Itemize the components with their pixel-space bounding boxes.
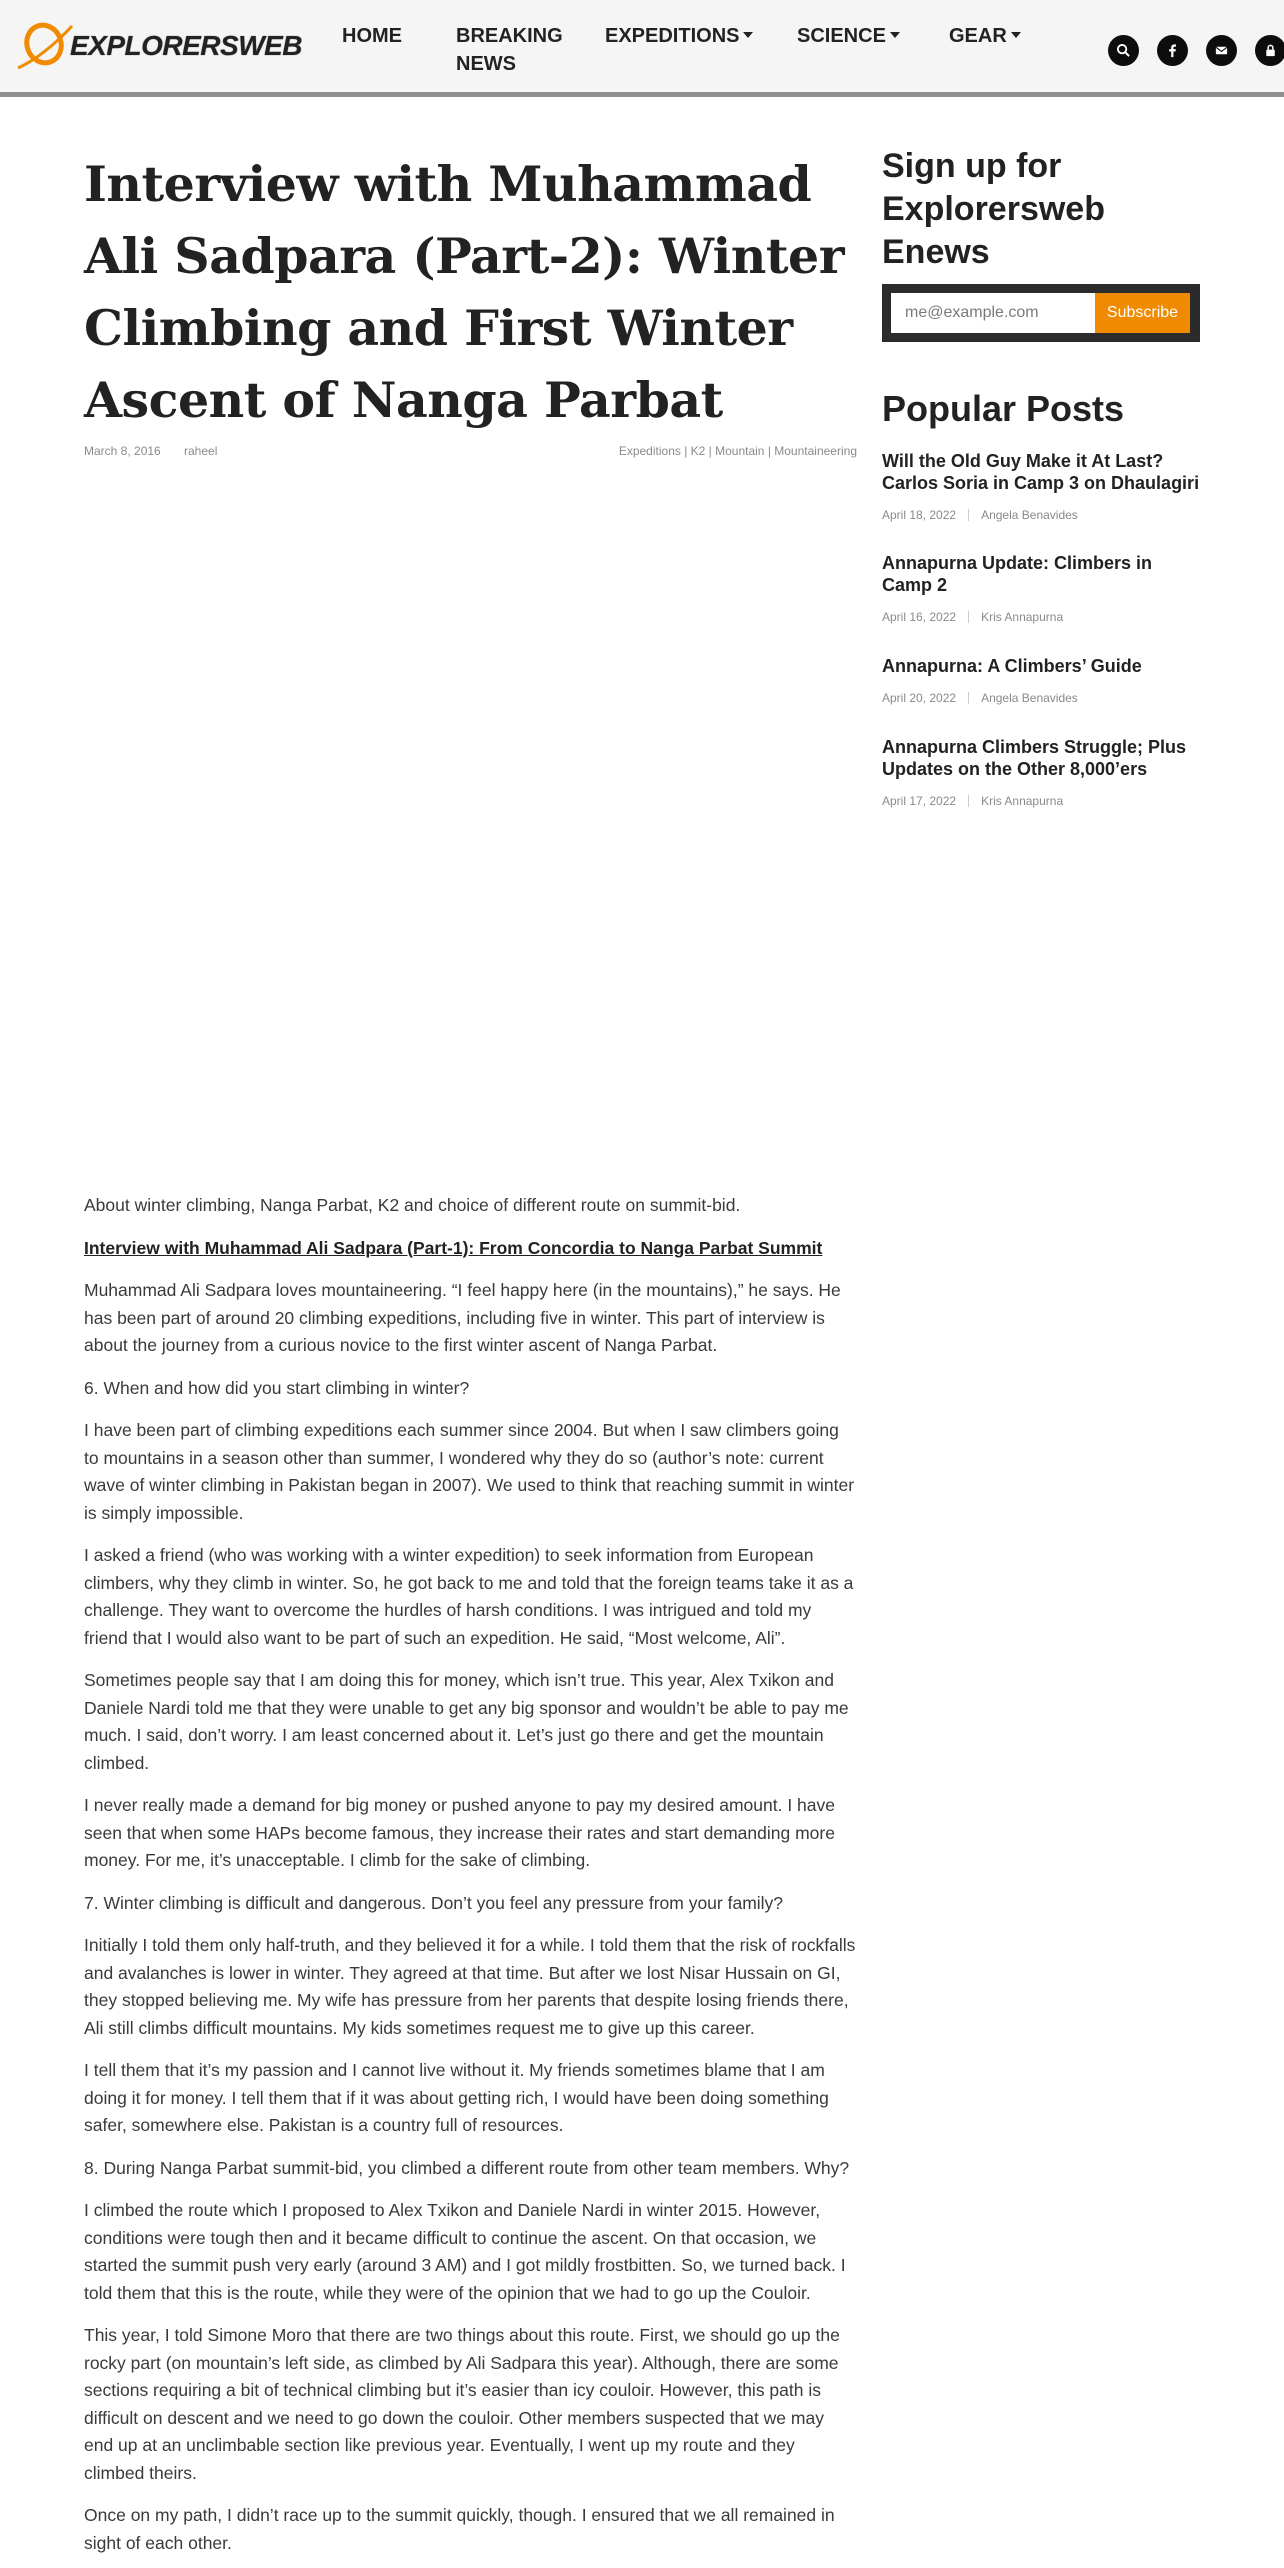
popular-post-meta bbox=[882, 610, 1202, 624]
mail-icon bbox=[1214, 43, 1229, 58]
meta-divider bbox=[968, 509, 969, 521]
article-paragraph: I tell them that it’s my passion and I cannot live without it. My friends sometimes blame that I am doing it for money. I tell them that if it was about getting rich, I would have been doing something safer, somewhere else. Pakistan is a country full of resources. bbox=[84, 2060, 829, 2135]
popular-post bbox=[882, 655, 1202, 705]
article-paragraph: Initially I told them only half-truth, and they believed it for a while. I told them that the risk of rockfalls and avalanches is lower in winter. They agreed at that time. But after we lost Nisar Hussain on GI, they stopped believing me. My wife has pressure from her parents that despite losing friends there, Ali still climbs difficult mountains. My kids sometimes request me to give up this career. bbox=[84, 1935, 856, 2038]
article-title: Interview with Muhammad Ali Sadpara (Part-2): Winter Climbing and First Winter Ascent of Nanga Parbat bbox=[84, 155, 845, 429]
meta-divider bbox=[968, 692, 969, 704]
article-paragraph: I have been part of climbing expeditions each summer since 2004. But when I saw climbers going to mountains in a season other than summer, I wondered why they do so (author’s note: current wave of winter climbing in Pakistan began in 2007). We used to think that reaching summit in winter is simply impossible. bbox=[84, 1420, 855, 1523]
article-paragraph: I asked a friend (who was working with a winter expedition) to seek information from European climbers, why they climb in winter. So, he got back to me and told that the foreign teams take it as a challenge. They want to overcome the hurdles of harsh conditions. I was intrigued and told my friend that I would also want to be part of such an expedition. He said, “Most welcome, Ali”. bbox=[84, 1545, 854, 1648]
nav-home-label: HOME bbox=[342, 25, 402, 47]
logo-text: EXPLORERSWEB bbox=[70, 30, 303, 61]
popular-post-date: April 20, 2022 bbox=[882, 691, 957, 705]
popular-post-author[interactable]: Kris Annapurna bbox=[981, 610, 1064, 624]
signup-form bbox=[882, 284, 1200, 342]
nav-gear[interactable] bbox=[949, 22, 1021, 50]
popular-post-date: April 17, 2022 bbox=[882, 794, 957, 808]
popular-post-date: April 16, 2022 bbox=[882, 610, 957, 624]
nav-breaking-news[interactable] bbox=[456, 22, 566, 78]
nav-science-label: SCIENCE bbox=[797, 25, 886, 47]
article-paragraph: Once on my path, I didn’t race up to the summit quickly, though. I ensured that we all remained in sight of each other. bbox=[84, 2505, 835, 2553]
article-categories[interactable]: Expeditions | K2 | Mountain | Mountaineering bbox=[618, 444, 857, 458]
logo-swoosh-icon bbox=[14, 16, 76, 76]
popular-post-author[interactable]: Angela Benavides bbox=[981, 691, 1078, 705]
facebook-icon bbox=[1165, 43, 1180, 58]
meta-divider bbox=[968, 611, 969, 623]
article-paragraph: Sometimes people say that I am doing this for money, which isn’t true. This year, Alex Txikon and Daniele Nardi told me that they were unable to get any big sponsor and wouldn’t be able to pay me much. I said, don’t worry. I am least concerned about it. Let’s just go there and get the mountain climbed. bbox=[84, 1670, 849, 1773]
popular-posts-title: Popular Posts bbox=[882, 388, 1125, 429]
popular-post-author[interactable]: Angela Benavides bbox=[981, 508, 1078, 522]
chevron-down-icon bbox=[1011, 32, 1021, 38]
article-date: March 8, 2016 bbox=[84, 444, 161, 458]
site-logo[interactable] bbox=[14, 16, 304, 76]
nav-breaking-news-label: BREAKING NEWS bbox=[456, 25, 563, 75]
chevron-down-icon bbox=[743, 32, 753, 38]
nav-gear-label: GEAR bbox=[949, 25, 1007, 47]
article-question: 8. During Nanga Parbat summit-bid, you climbed a different route from other team members. Why? bbox=[84, 2157, 850, 2178]
popular-post-title[interactable]: Will the Old Guy Make it At Last? Carlos Soria in Camp 3 on Dhaulagiri bbox=[882, 451, 1200, 493]
nav-expeditions-label: EXPEDITIONS bbox=[605, 25, 740, 47]
search-icon bbox=[1116, 43, 1131, 58]
search-button[interactable] bbox=[1108, 35, 1139, 66]
chevron-down-icon bbox=[890, 32, 900, 38]
subscribe-button[interactable]: Subscribe bbox=[1095, 293, 1190, 333]
lock-icon bbox=[1263, 43, 1278, 58]
article-paragraph: About winter climbing, Nanga Parbat, K2 and choice of different route on summit-bid. bbox=[84, 1195, 741, 1215]
article-paragraph bbox=[84, 1235, 858, 1263]
article-paragraph: This year, I told Simone Moro that there are two things about this route. First, we should go up the rocky part (on mountain’s left side, as climbed by Ali Sadpara this year). Although, there are some sections requiring a bit of technical climbing but it’s easier than icy couloir. However, this path is difficult on descent and we need to go down the couloir. Other members suspected that we may end up at an unclimbable section like previous year. Eventually, I went up my route and they climbed theirs. bbox=[84, 2325, 840, 2483]
popular-post bbox=[882, 552, 1202, 624]
popular-post-meta bbox=[882, 794, 1202, 808]
popular-post-title[interactable]: Annapurna Climbers Struggle; Plus Updates on the Other 8,000’ers bbox=[882, 737, 1187, 779]
login-button[interactable] bbox=[1255, 35, 1284, 66]
article-author[interactable]: raheel bbox=[184, 444, 218, 458]
article-question: 6. When and how did you start climbing in winter? bbox=[84, 1377, 470, 1398]
popular-post-title[interactable]: Annapurna: A Climbers’ Guide bbox=[882, 656, 1142, 676]
popular-post-meta bbox=[882, 691, 1202, 705]
popular-post-title[interactable]: Annapurna Update: Climbers in Camp 2 bbox=[882, 553, 1153, 595]
meta-divider bbox=[968, 795, 969, 807]
nav-home[interactable] bbox=[342, 22, 402, 50]
article-question: 7. Winter climbing is difficult and dangerous. Don’t you feel any pressure from your family? bbox=[84, 1892, 784, 1913]
site-header bbox=[0, 0, 1284, 97]
facebook-button[interactable] bbox=[1157, 35, 1188, 66]
popular-post-meta bbox=[882, 508, 1202, 522]
popular-post bbox=[882, 736, 1202, 808]
signup-title: Sign up for Explorersweb Enews bbox=[882, 147, 1105, 271]
article-body bbox=[84, 1192, 858, 2568]
email-field[interactable] bbox=[891, 293, 1095, 333]
popular-post-author[interactable]: Kris Annapurna bbox=[981, 794, 1064, 808]
email-button[interactable] bbox=[1206, 35, 1237, 66]
part-1-link[interactable]: Interview with Muhammad Ali Sadpara (Part-1): From Concordia to Nanga Parbat Summit bbox=[84, 1237, 823, 1258]
article-paragraph: I climbed the route which I proposed to Alex Txikon and Daniele Nardi in winter 2015. However, conditions were tough then and it became difficult to continue the ascent. On that occasion, we started the summit push very early (around 3 AM) and I got mildly frostbitten. So, we turned back. I told them that this is the route, while they were of the opinion that we had to go up the Couloir. bbox=[84, 2200, 846, 2303]
nav-science[interactable] bbox=[797, 22, 900, 50]
article-paragraph: Muhammad Ali Sadpara loves mountaineering. “I feel happy here (in the mountains),” he says. He has been part of around 20 climbing expeditions, including five in winter. This part of interview is about the journey from a curious novice to the first winter ascent of Nanga Parbat. bbox=[84, 1280, 841, 1355]
nav-expeditions[interactable] bbox=[605, 22, 753, 50]
popular-post-date: April 18, 2022 bbox=[882, 508, 957, 522]
article-paragraph: I never really made a demand for big money or pushed anyone to pay my desired amount. I have seen that when some HAPs become famous, they increase their rates and start demanding more money. For me, it’s unacceptable. I climb for the sake of climbing. bbox=[84, 1795, 835, 1870]
popular-post bbox=[882, 450, 1202, 522]
